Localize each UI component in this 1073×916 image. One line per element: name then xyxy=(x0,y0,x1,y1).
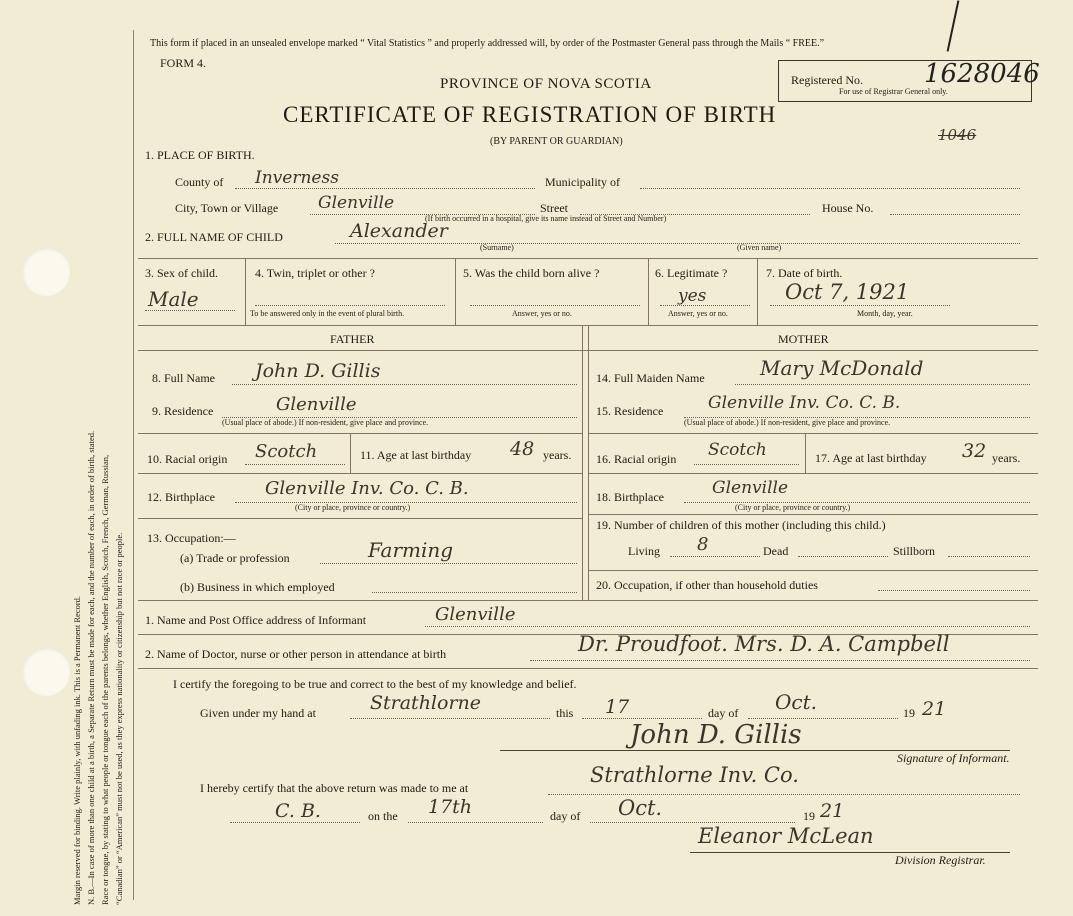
legitimate-label: 6. Legitimate ? xyxy=(655,266,728,280)
binding-margin-rule xyxy=(133,30,134,900)
given-month-value: Oct. xyxy=(775,690,817,714)
given-name-note: (Given name) xyxy=(737,243,782,252)
hospital-note: (If birth occurred in a hospital, give its name instead of Street and Number) xyxy=(425,214,667,223)
twin-note: To be answered only in the event of plural birth. xyxy=(250,309,405,318)
father-residence-value: Glenville xyxy=(276,394,357,415)
living-value: 8 xyxy=(697,534,709,555)
father-birthplace-value: Glenville Inv. Co. C. B. xyxy=(265,478,469,499)
registrar-day-value: 17th xyxy=(428,796,473,818)
side-note-race-2: “Canadian” or “American” must not be used, as they express nationality or citizenship but not race or people. xyxy=(114,532,124,905)
father-age-value: 48 xyxy=(510,438,535,460)
registrar-place-value: Strathlorne Inv. Co. xyxy=(590,763,799,787)
pen-stroke xyxy=(947,0,960,51)
child-name-value: Alexander xyxy=(350,220,448,242)
sex-value: Male xyxy=(148,287,199,311)
place-of-birth-label: 1. PLACE OF BIRTH. xyxy=(145,148,255,162)
father-racial-label: 10. Racial origin xyxy=(147,452,228,466)
mother-occupation-label: 20. Occupation, if other than household duties xyxy=(596,578,818,592)
mother-age-value: 32 xyxy=(962,440,987,462)
legitimate-note: Answer, yes or no. xyxy=(668,309,728,318)
mail-note: This form if placed in an unsealed envelope marked “ Vital Statistics ” and properly addressed will, by order of the Postmaster General pass through the Mails “ FREE.” xyxy=(150,38,825,49)
struck-number: 1046 xyxy=(938,126,977,144)
given-under-label: Given under my hand at xyxy=(200,706,316,720)
informant-label: 1. Name and Post Office address of Informant xyxy=(145,613,367,627)
father-abode-note: (Usual place of abode.) If non-resident, give place and province. xyxy=(222,418,429,427)
informant-value: Glenville xyxy=(435,604,516,625)
informant-signature: John D. Gillis xyxy=(630,720,802,750)
mother-heading: MOTHER xyxy=(778,332,829,346)
father-trade-label: (a) Trade or profession xyxy=(180,551,290,565)
father-racial-value: Scotch xyxy=(255,441,318,462)
municipality-label: Municipality of xyxy=(545,175,620,189)
mother-name-value: Mary McDonald xyxy=(760,356,924,380)
side-note-nb: N. B.—In case of more than one child at a birth, a Separate Return must be made for each, and the number of each, in order of birth, stated. xyxy=(86,430,96,905)
twin-label: 4. Twin, triplet or other ? xyxy=(255,266,375,280)
registrar-dayof-label: day of xyxy=(550,809,581,823)
punch-hole xyxy=(22,648,70,696)
father-residence-label: 9. Residence xyxy=(152,404,214,418)
registrar-signature: Eleanor McLean xyxy=(698,824,874,848)
given-year-prefix: 19 xyxy=(903,706,915,720)
punch-hole xyxy=(22,248,70,296)
dead-label: Dead xyxy=(763,544,789,558)
child-name-label: 2. FULL NAME OF CHILD xyxy=(145,230,283,244)
mother-years-label: years. xyxy=(992,451,1021,465)
living-label: Living xyxy=(628,544,660,558)
alive-note: Answer, yes or no. xyxy=(512,309,572,318)
surname-note: (Surname) xyxy=(480,243,514,252)
registered-box xyxy=(778,59,1040,102)
father-name-label: 8. Full Name xyxy=(152,371,215,385)
date-of-birth-value: Oct 7, 1921 xyxy=(785,280,910,304)
informant-signature-label: Signature of Informant. xyxy=(897,751,1010,765)
house-no-label: House No. xyxy=(822,201,874,215)
given-dayof-label: day of xyxy=(708,706,739,720)
registrar-role-label: Division Registrar. xyxy=(895,853,986,867)
given-day-value: 17 xyxy=(605,696,630,718)
father-name-value: John D. Gillis xyxy=(255,360,381,382)
county-value: Inverness xyxy=(255,168,339,188)
mother-residence-label: 15. Residence xyxy=(596,404,664,418)
alive-label: 5. Was the child born alive ? xyxy=(463,266,600,280)
mother-abode-note: (Usual place of abode.) If non-resident, give place and province. xyxy=(684,418,891,427)
registrar-month-value: Oct. xyxy=(618,796,663,820)
stillborn-label: Stillborn xyxy=(893,544,936,558)
province-heading: PROVINCE OF NOVA SCOTIA xyxy=(440,76,652,92)
city-label: City, Town or Village xyxy=(175,201,279,215)
page-subtitle: (BY PARENT OR GUARDIAN) xyxy=(490,136,623,147)
side-note-margin: Margin reserved for binding. Write plainly, with unfading ink. This is a Permanent Record. xyxy=(72,595,82,905)
date-note: Month, day, year. xyxy=(857,309,913,318)
registrar-on-label: on the xyxy=(368,809,398,823)
given-place-value: Strathlorne xyxy=(370,692,482,714)
father-occupation-label: 13. Occupation:— xyxy=(147,531,236,545)
mother-residence-value: Glenville Inv. Co. C. B. xyxy=(708,393,901,413)
mother-birthplace-value: Glenville xyxy=(712,478,789,498)
registrar-place-2-value: C. B. xyxy=(275,800,321,822)
side-note-race: Race or tongue, by stating to what people or tongue each of the parents belongs, whether English, Scotch, French, German, Russian, xyxy=(100,454,110,905)
children-count-label: 19. Number of children of this mother (including this child.) xyxy=(596,518,886,532)
father-city-note: (City or place, province or country.) xyxy=(295,503,411,512)
father-heading: FATHER xyxy=(330,332,375,346)
mother-racial-value: Scotch xyxy=(708,440,767,460)
father-age-label: 11. Age at last birthday xyxy=(360,448,472,462)
street-label: Street xyxy=(540,201,568,215)
doctor-label: 2. Name of Doctor, nurse or other person in attendance at birth xyxy=(145,647,447,661)
registered-label: Registered No. xyxy=(791,73,863,87)
registrar-year-prefix: 19 xyxy=(803,809,815,823)
sex-label: 3. Sex of child. xyxy=(145,266,218,280)
father-business-label: (b) Business in which employed xyxy=(180,580,335,594)
mother-city-note: (City or place, province or country.) xyxy=(735,503,851,512)
father-birthplace-label: 12. Birthplace xyxy=(147,490,215,504)
mother-birthplace-label: 18. Birthplace xyxy=(596,490,664,504)
registrar-year-value: 21 xyxy=(820,800,845,822)
this-label: this xyxy=(556,706,574,720)
mother-racial-label: 16. Racial origin xyxy=(596,452,677,466)
legitimate-value: yes xyxy=(678,286,707,306)
informant-certify-text: I certify the foregoing to be true and correct to the best of my knowledge and belief. xyxy=(173,677,577,691)
page-title: CERTIFICATE OF REGISTRATION OF BIRTH xyxy=(283,102,777,127)
mother-name-label: 14. Full Maiden Name xyxy=(596,371,705,385)
county-label: County of xyxy=(175,175,224,189)
mother-age-label: 17. Age at last birthday xyxy=(815,451,927,465)
father-years-label: years. xyxy=(543,448,572,462)
form-number: FORM 4. xyxy=(160,56,207,70)
registrar-certify-text: I hereby certify that the above return was made to me at xyxy=(200,781,469,795)
father-trade-value: Farming xyxy=(368,538,454,562)
registrar-note: For use of Registrar General only. xyxy=(839,87,948,96)
city-value: Glenville xyxy=(318,193,395,213)
given-year-value: 21 xyxy=(922,698,947,720)
doctor-value: Dr. Proudfoot. Mrs. D. A. Campbell xyxy=(578,632,950,656)
date-of-birth-label: 7. Date of birth. xyxy=(766,266,843,280)
registered-number: 1628046 xyxy=(924,59,1040,89)
